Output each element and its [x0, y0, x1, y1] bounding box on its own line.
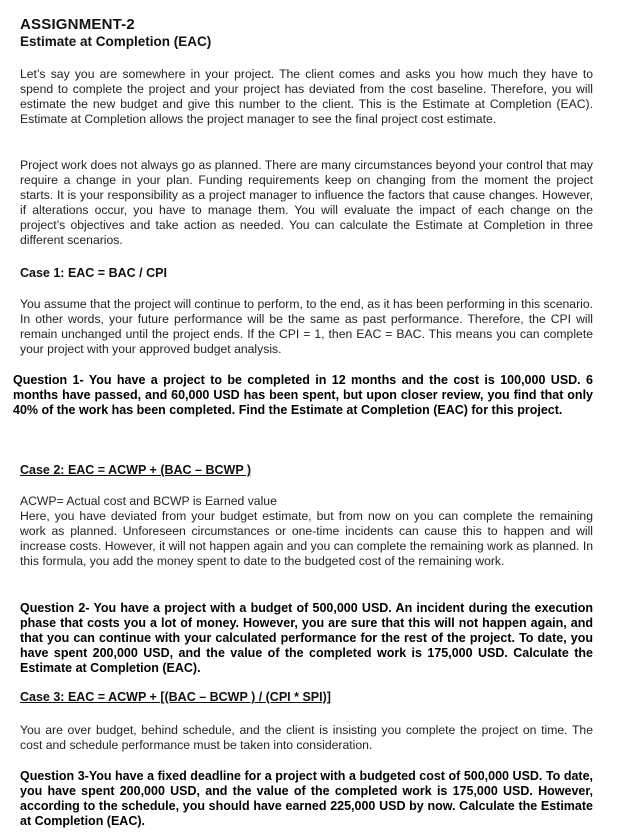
page-title: ASSIGNMENT-2 — [20, 16, 135, 33]
question-1: Question 1- You have a project to be completed in 12 months and the cost is 100,000 USD. 6 months have passed, and 60,000 USD has been spent, but upon closer review, you find that only 40% of the work has been completed. Find the Estimate at Completion (EAC) for this project. — [13, 373, 593, 417]
case-1-heading: Case 1: EAC = BAC / CPI — [20, 266, 167, 280]
case-2-heading: Case 2: EAC = ACWP + (BAC – BCWP ) — [20, 463, 252, 477]
case-3-paragraph: You are over budget, behind schedule, and the client is insisting you complete the project on time. The cost and schedule performance must be taken into consideration. — [20, 723, 593, 752]
case-2-paragraph: Here, you have deviated from your budget estimate, but from now on you can complete the remaining work as planned. Unforeseen circumstances or one-time incidents can cause this to happen and will increase costs. However, it will not happen again and you can complete the remaining work as planned. In this formula, you add the money spent to date to the budgeted cost of the remaining work. — [20, 509, 593, 568]
case-1-paragraph: You assume that the project will continue to perform, to the end, as it has been performing in this scenario. In other words, your future performance will be the same as past performance. Therefore, the CPI will remain unchanged until the project ends. If the CPI = 1, then EAC = BAC. This means you can complete your project with your approved budget analysis. — [20, 297, 593, 356]
intro-paragraph-1: Let’s say you are somewhere in your project. The client comes and asks you how much they have to spend to complete the project and your project has deviated from the cost baseline. Therefore, you will estimate the new budget and give this number to the client. This is the Estimate at Completion (EAC). Estimate at Completion allows the project manager to see the final project cost estimate. — [20, 67, 593, 126]
question-2: Question 2- You have a project with a budget of 500,000 USD. An incident during the execution phase that costs you a lot of money. However, you are sure that this will not happen again, and that you can continue with your calculated performance for the rest of the project. To date, you have spent 200,000 USD, and the value of the completed work is 175,000 USD. Calculate the Estimate at Completion (EAC). — [20, 601, 593, 675]
case-2-definition: ACWP= Actual cost and BCWP is Earned value — [20, 494, 277, 508]
case-3-heading: Case 3: EAC = ACWP + [(BAC – BCWP ) / (CPI * SPI)] — [20, 690, 331, 704]
question-3: Question 3-You have a fixed deadline for a project with a budgeted cost of 500,000 USD. To date, you have spent 200,000 USD, and the value of the completed work is 175,000 USD. However, according to the schedule, you should have earned 225,000 USD by now. Calculate the Estimate at Completion (EAC). — [20, 769, 593, 828]
page-subtitle: Estimate at Completion (EAC) — [20, 34, 212, 49]
intro-paragraph-2: Project work does not always go as planned. There are many circumstances beyond your control that may require a change in your plan. Funding requirements keep on changing from the moment the project starts. It is your responsibility as a project manager to influence the factors that cause changes. However, if alterations occur, you have to manage them. You will evaluate the impact of each change on the project’s objectives and take action as needed. You can calculate the Estimate at Completion in three different scenarios. — [20, 158, 593, 247]
